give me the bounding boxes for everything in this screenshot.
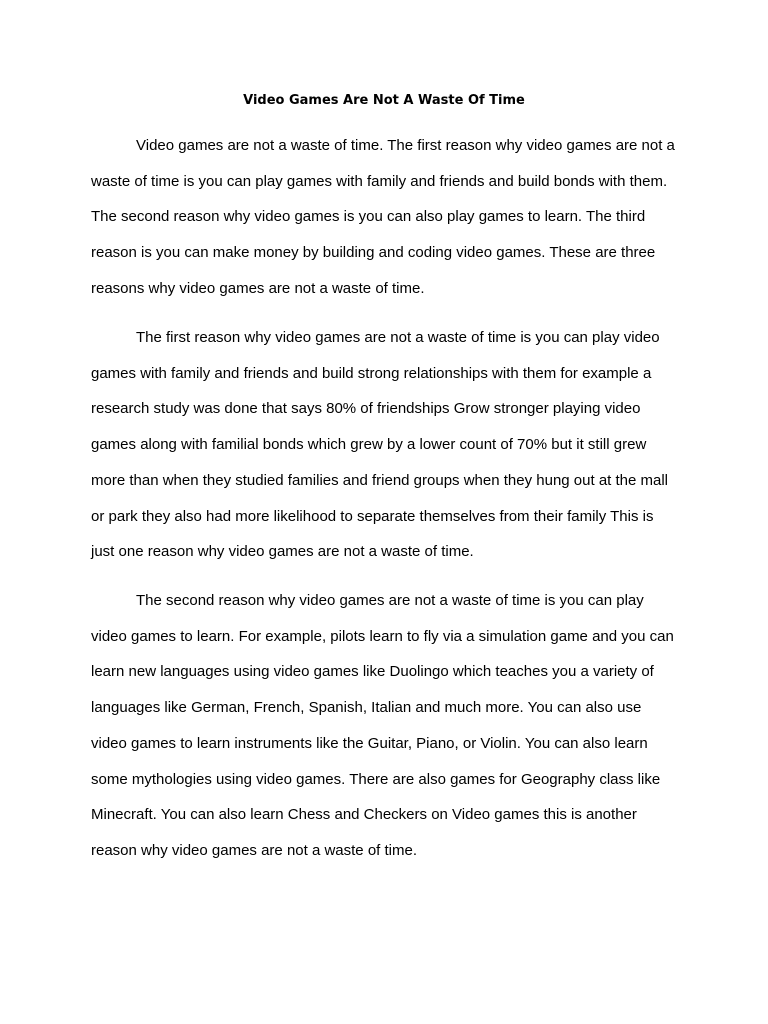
paragraph-line: Video games are not a waste of time. The first reason why video games are not a [136, 137, 675, 154]
paragraph-line: waste of time is you can play games with family and friends and build bonds with them. [91, 172, 668, 190]
essay-title: Video Games Are Not A Waste Of Time [243, 93, 525, 108]
paragraph-line: video games to learn instruments like the Guitar, Piano, or Violin. You can also learn [91, 734, 648, 752]
paragraph-line: video games to learn. For example, pilots learn to fly via a simulation game and you can [91, 627, 674, 645]
paragraph-intro [91, 128, 691, 307]
paragraph-line: or park they also had more likelihood to separate themselves from their family This is [91, 507, 654, 525]
paragraph-second-reason [91, 583, 691, 869]
paragraph-line: languages like German, French, Spanish, Italian and much more. You can also use [91, 699, 642, 717]
paragraph-first-reason [91, 320, 691, 570]
paragraph-line: learn new languages using video games like Duolingo which teaches you a variety of [91, 663, 654, 681]
paragraph-line: games along with familial bonds which grew by a lower count of 70% but it still grew [91, 436, 647, 454]
paragraph-line: The first reason why video games are not a waste of time is you can play video [136, 329, 660, 346]
paragraph-line: reason is you can make money by building and coding video games. These are three [91, 244, 656, 262]
paragraph-line: more than when they studied families and friend groups when they hung out at the mall [91, 471, 669, 489]
paragraph-line: Minecraft. You can also learn Chess and Checkers on Video games this is another [91, 806, 637, 824]
paragraph-line: The second reason why video games is you can also play games to learn. The third [91, 208, 646, 226]
paragraph-line: just one reason why video games are not a waste of time. [91, 543, 474, 561]
paragraph-line: reason why video games are not a waste of time. [91, 841, 418, 859]
paragraph-line: games with family and friends and build strong relationships with them for example a [91, 364, 652, 382]
paragraph-line: The second reason why video games are not a waste of time is you can play [136, 592, 644, 609]
paragraph-line: some mythologies using video games. There are also games for Geography class like [91, 770, 661, 788]
paragraph-line: reasons why video games are not a waste of time. [91, 279, 425, 297]
paragraph-line: research study was done that says 80% of friendships Grow stronger playing video [91, 400, 641, 418]
